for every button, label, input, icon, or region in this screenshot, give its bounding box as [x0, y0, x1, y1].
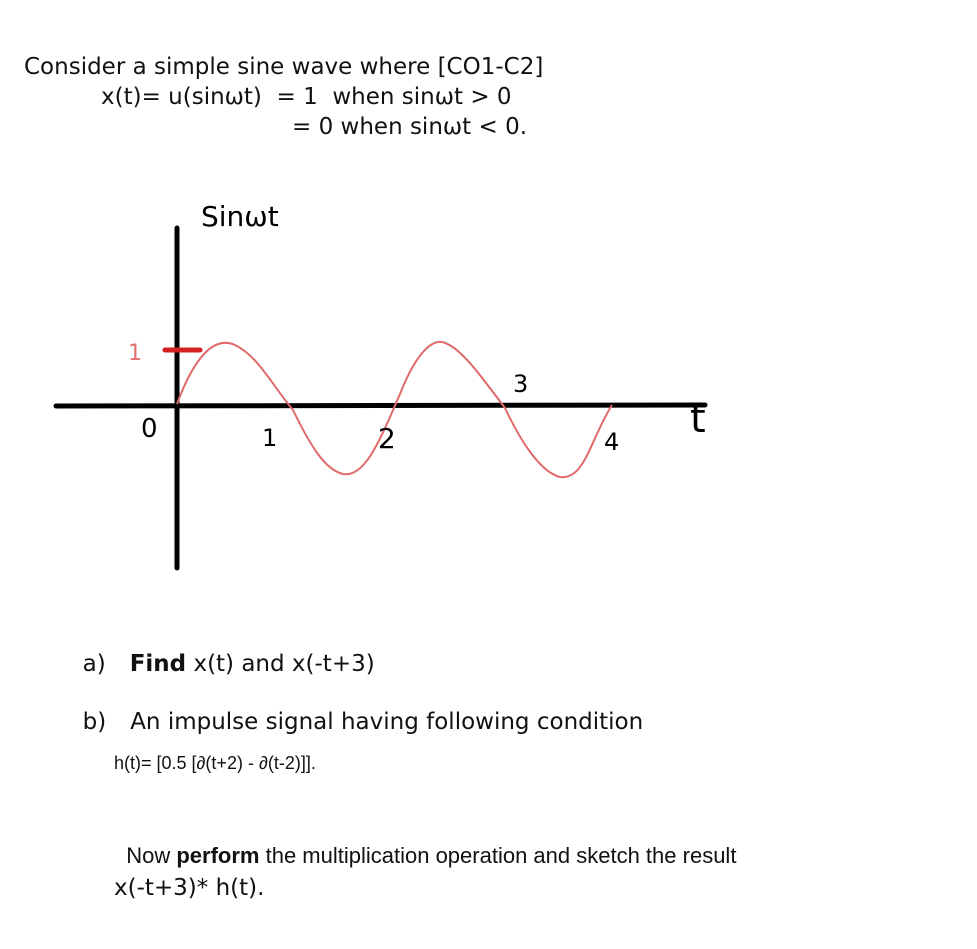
instruction-line — [114, 814, 736, 870]
instruction-prefix: Now — [126, 843, 177, 868]
definition-line-2: = 0 when sinωt < 0. — [292, 114, 528, 140]
question-a — [68, 622, 375, 678]
question-a-marker: a) — [82, 651, 106, 677]
instruction-suffix: the multiplication operation and sketch the result — [259, 843, 737, 868]
x-tick-label-3: 3 — [513, 370, 529, 398]
y-axis-label: Sinωt — [201, 200, 279, 233]
x-tick-label-2: 2 — [378, 422, 396, 455]
question-a-bold: Find — [129, 651, 187, 677]
instruction-bold: perform — [176, 843, 260, 868]
question-a-text: x(t) and x(-t+3) — [186, 651, 375, 677]
question-b-marker: b) — [82, 709, 107, 735]
origin-label: 0 — [141, 414, 158, 444]
impulse-expression: h(t)= [0.5 [∂(t+2) - ∂(t-2)]]. — [114, 753, 316, 773]
x-tick-label-1: 1 — [262, 424, 278, 452]
y-tick-label: 1 — [128, 341, 142, 366]
x-tick-label-4: 4 — [604, 428, 620, 456]
question-b-text: An impulse signal having following condition — [130, 709, 644, 735]
question-b — [68, 680, 643, 736]
intro-text: Consider a simple sine wave where [CO1-C2] — [24, 54, 544, 80]
x-axis-label: t — [690, 396, 706, 442]
final-expression: x(-t+3)* h(t). — [114, 875, 265, 901]
definition-line-1: x(t)= u(sinωt) = 1 when sinωt > 0 — [101, 84, 512, 110]
sine-wave-curve — [177, 342, 612, 477]
x-axis — [56, 405, 705, 406]
